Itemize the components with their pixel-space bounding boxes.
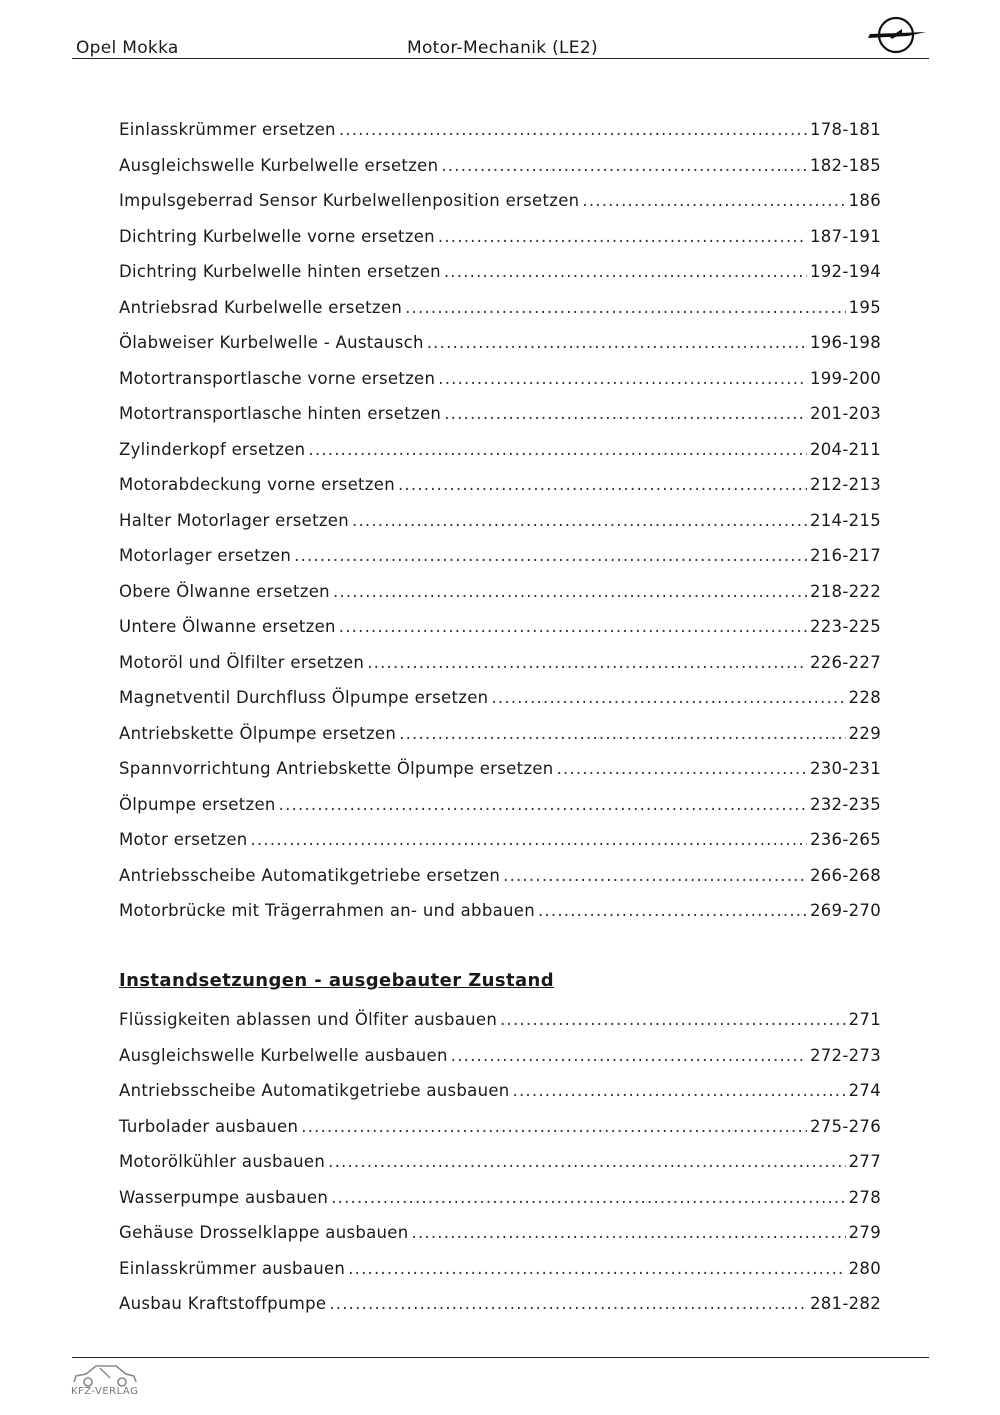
toc-entry-title: Wasserpumpe ausbauen (119, 1187, 329, 1207)
toc-entry (119, 787, 881, 823)
toc-entry (119, 858, 881, 894)
toc-entry (119, 1286, 881, 1322)
header-vehicle-title: Opel Mokka (76, 38, 179, 58)
section-heading: Instandsetzungen - ausgebauter Zustand (119, 970, 555, 991)
toc-entry (119, 1251, 881, 1287)
toc-leader-dots (352, 503, 807, 539)
toc-entry (119, 1073, 881, 1109)
toc-entry-title: Gehäuse Drosselklappe ausbauen (119, 1223, 409, 1242)
toc-entry-title: Turbolader ausbauen (119, 1116, 299, 1136)
toc-entry (119, 645, 881, 681)
toc-entry-title: Motortransportlasche vorne ersetzen (119, 368, 436, 388)
toc-entry-page: 274 (848, 1081, 881, 1100)
toc-entry-title: Einlasskrümmer ausbauen (119, 1258, 346, 1278)
toc-entry-page: 232-235 (809, 794, 881, 814)
footer-brand: KFZ-VERLAG (71, 1386, 139, 1397)
toc-entry-page: 196-198 (809, 333, 881, 352)
toc-entry-title: Antriebsscheibe Automatikgetriebe ausbauen (119, 1081, 510, 1100)
toc-entry-title: Antriebskette Ölpumpe ersetzen (119, 723, 397, 743)
toc-leader-dots (438, 219, 807, 255)
toc-entry-title: Motorlager ersetzen (119, 546, 292, 565)
toc-entry-page: 277 (848, 1152, 881, 1171)
toc-entry-page: 212-213 (809, 475, 881, 494)
toc-entry-title: Motorölkühler ausbauen (119, 1152, 326, 1171)
toc-entry-page: 199-200 (809, 368, 881, 388)
toc-entry-page: 228 (848, 688, 881, 707)
toc-entry-title: Untere Ölwanne ersetzen (119, 617, 336, 636)
toc-leader-dots (513, 1073, 846, 1109)
toc-entry-title: Ausgleichswelle Kurbelwelle ersetzen (119, 155, 439, 175)
toc-entry-page: 230-231 (809, 759, 881, 778)
toc-entry-page: 271 (848, 1010, 881, 1029)
toc-entry-page: 229 (848, 723, 881, 743)
toc-entry (119, 1144, 881, 1180)
toc-entry-page: 182-185 (809, 155, 881, 175)
header-section-title: Motor-Mechanik (LE2) (407, 38, 598, 58)
toc-entry-page: 272-273 (809, 1045, 881, 1065)
toc-entry-title: Zylinderkopf ersetzen (119, 439, 306, 459)
toc-leader-dots (582, 183, 845, 219)
toc-entry (119, 325, 881, 361)
toc-leader-dots (333, 574, 807, 610)
toc-entry-title: Ausbau Kraftstoffpumpe (119, 1294, 327, 1313)
toc-entry (119, 538, 881, 574)
toc-entry (119, 680, 881, 716)
toc-leader-dots (427, 325, 807, 361)
toc-entry-page: 275-276 (809, 1116, 881, 1136)
toc-leader-dots (251, 822, 807, 858)
toc-entry-title: Obere Ölwanne ersetzen (119, 581, 330, 601)
toc-entry (119, 893, 881, 929)
toc-entry-title: Motorbrücke mit Trägerrahmen an- und abbauen (119, 901, 535, 920)
toc-leader-dots (451, 1038, 807, 1074)
toc-entry-title: Antriebsrad Kurbelwelle ersetzen (119, 297, 403, 317)
toc-leader-dots (279, 787, 807, 823)
toc-entry (119, 183, 881, 219)
toc-leader-dots (503, 858, 807, 894)
toc-leader-dots (438, 361, 807, 397)
footer-logo (70, 1362, 140, 1404)
toc-entry-title: Antriebsscheibe Automatikgetriebe ersetzen (119, 865, 501, 885)
toc-entry (119, 716, 881, 752)
toc-leader-dots (412, 1215, 846, 1251)
toc-leader-dots (329, 1286, 807, 1322)
toc-entry (119, 148, 881, 184)
toc-entry-title: Motortransportlasche hinten ersetzen (119, 404, 442, 423)
toc-entry-title: Motoröl und Ölfilter ersetzen (119, 652, 365, 672)
toc-entry-page: 281-282 (809, 1294, 881, 1313)
toc-entry-page: 178-181 (809, 120, 881, 139)
toc-leader-dots (348, 1251, 845, 1287)
toc-entry-title: Halter Motorlager ersetzen (119, 510, 350, 530)
toc-entry-title: Dichtring Kurbelwelle vorne ersetzen (119, 226, 435, 246)
toc-leader-dots (339, 609, 807, 645)
toc-leader-dots (444, 254, 807, 290)
toc-entry (119, 396, 881, 432)
toc-leader-dots (328, 1144, 845, 1180)
toc-entry (119, 219, 881, 255)
toc-leader-dots (301, 1109, 807, 1145)
toc-leader-dots (405, 290, 845, 326)
toc-leader-dots (444, 396, 807, 432)
toc-entry-title: Motorabdeckung vorne ersetzen (119, 475, 395, 494)
toc-entry-title: Ölabweiser Kurbelwelle - Austausch (119, 333, 424, 352)
toc-leader-dots (308, 432, 807, 468)
toc-leader-dots (398, 467, 807, 503)
toc-entry (119, 609, 881, 645)
toc-entry-page: 269-270 (809, 901, 881, 920)
toc-entry-title: Motor ersetzen (119, 830, 248, 849)
toc-entry (119, 1109, 881, 1145)
toc-leader-dots (367, 645, 807, 681)
page-header (72, 30, 929, 59)
table-of-contents (119, 112, 881, 929)
car-outline-icon (70, 1362, 140, 1388)
toc-leader-dots (294, 538, 807, 574)
toc-entry-page: 216-217 (809, 546, 881, 565)
toc-entry-title: Ölpumpe ersetzen (119, 794, 276, 814)
toc-entry-page: 201-203 (809, 404, 881, 423)
toc-leader-dots (557, 751, 807, 787)
toc-entry (119, 1215, 881, 1251)
toc-entry-title: Dichtring Kurbelwelle hinten ersetzen (119, 262, 441, 281)
toc-leader-dots (399, 716, 845, 752)
toc-entry-title: Ausgleichswelle Kurbelwelle ausbauen (119, 1045, 448, 1065)
toc-entry-page: 223-225 (809, 617, 881, 636)
toc-entry-page: 192-194 (809, 262, 881, 281)
toc-entry-page: 218-222 (809, 581, 881, 601)
section-table-of-contents (119, 1002, 881, 1322)
toc-leader-dots (331, 1180, 845, 1216)
toc-entry-page: 236-265 (809, 830, 881, 849)
toc-entry (119, 361, 881, 397)
toc-leader-dots (500, 1002, 845, 1038)
toc-entry-title: Spannvorrichtung Antriebskette Ölpumpe ersetzen (119, 759, 554, 778)
toc-entry (119, 751, 881, 787)
toc-entry-title: Magnetventil Durchfluss Ölpumpe ersetzen (119, 688, 489, 707)
toc-entry (119, 1002, 881, 1038)
toc-entry-page: 266-268 (809, 865, 881, 885)
toc-entry (119, 1038, 881, 1074)
footer-divider (72, 1357, 929, 1358)
toc-entry-page: 187-191 (809, 226, 881, 246)
toc-leader-dots (538, 893, 807, 929)
toc-entry-page: 280 (848, 1258, 881, 1278)
toc-entry (119, 1180, 881, 1216)
toc-leader-dots (491, 680, 845, 716)
toc-entry (119, 254, 881, 290)
toc-entry-title: Einlasskrümmer ersetzen (119, 120, 336, 139)
toc-entry-page: 204-211 (809, 439, 881, 459)
toc-leader-dots (339, 112, 807, 148)
toc-entry-page: 214-215 (809, 510, 881, 530)
toc-entry-page: 186 (848, 191, 881, 210)
toc-entry-page: 279 (848, 1223, 881, 1242)
toc-entry (119, 574, 881, 610)
opel-logo-icon (868, 15, 928, 55)
toc-entry-page: 278 (848, 1187, 881, 1207)
toc-entry-page: 226-227 (809, 652, 881, 672)
toc-entry (119, 503, 881, 539)
toc-entry-page: 195 (848, 297, 881, 317)
toc-entry (119, 290, 881, 326)
toc-entry (119, 112, 881, 148)
toc-entry (119, 822, 881, 858)
toc-leader-dots (441, 148, 807, 184)
toc-entry-title: Impulsgeberrad Sensor Kurbelwellenposition ersetzen (119, 191, 580, 210)
toc-entry (119, 467, 881, 503)
toc-entry-title: Flüssigkeiten ablassen und Ölfiter ausbauen (119, 1010, 498, 1029)
toc-entry (119, 432, 881, 468)
